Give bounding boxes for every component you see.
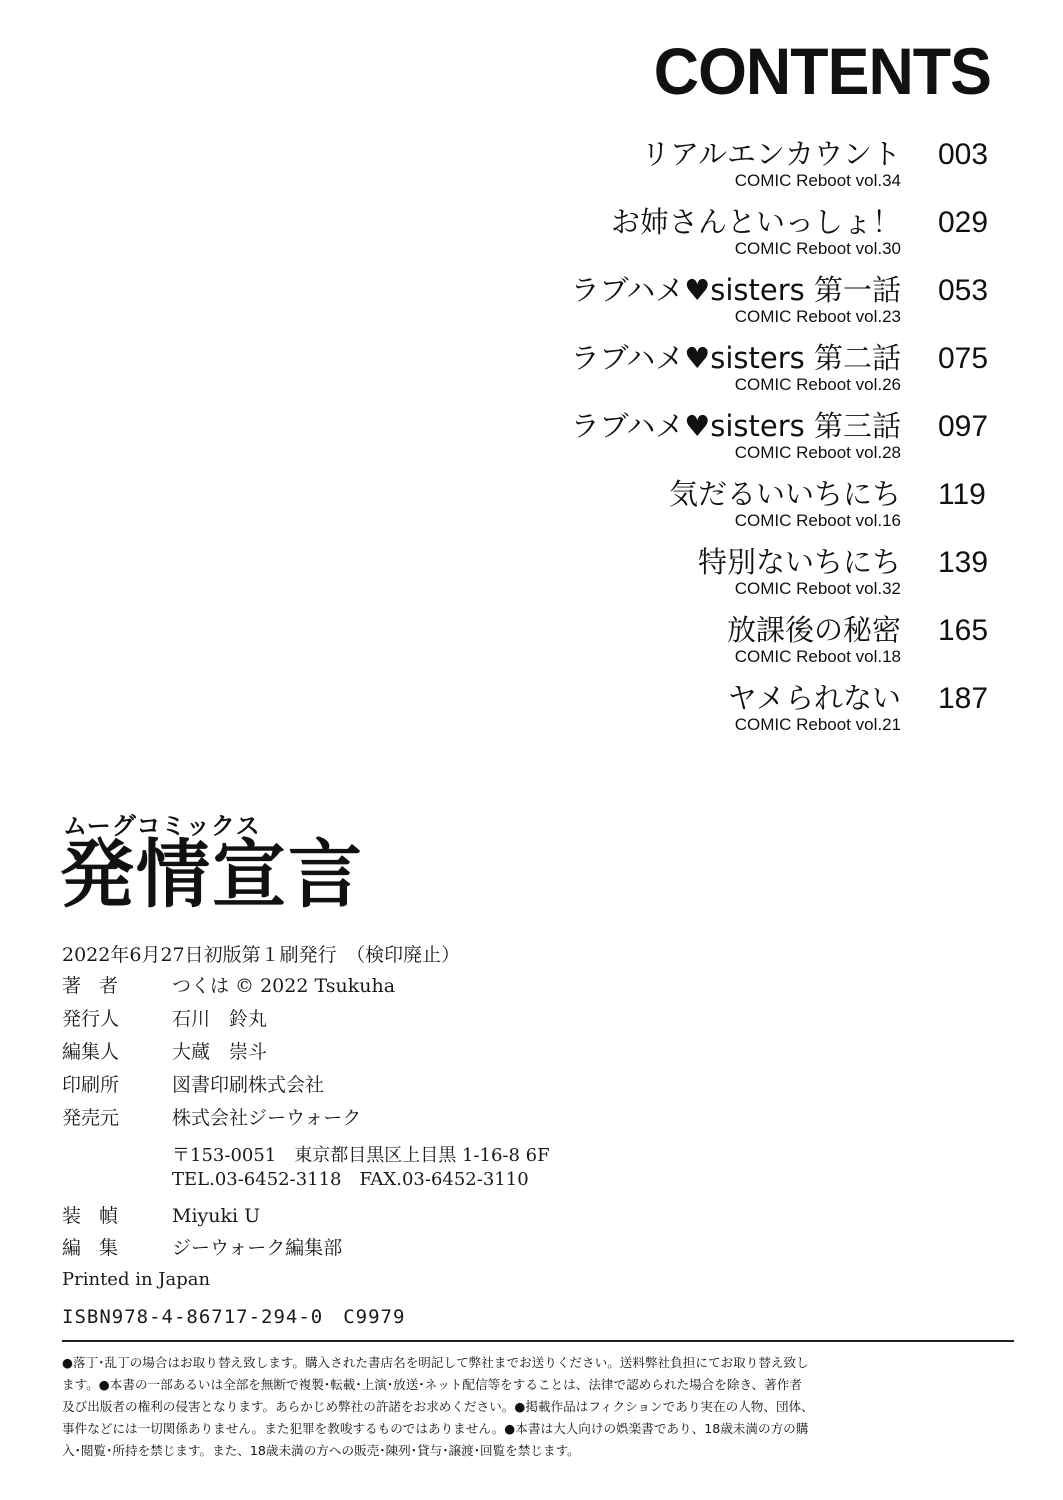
toc-entry-source: COMIC Reboot vol.21 — [734, 715, 901, 734]
isbn: ISBN978-4-86717-294-0 C9979 — [62, 1306, 406, 1328]
edit-value: ジーウォーク編集部 — [172, 1237, 343, 1259]
printed-in: Printed in Japan — [62, 1269, 211, 1290]
toc-entry-title: ラブハメ♥sisters 第三話 — [570, 409, 901, 443]
notice-divider — [62, 1340, 1014, 1342]
toc-entry[interactable] — [0, 204, 1063, 272]
toc-entry-source: COMIC Reboot vol.32 — [734, 579, 901, 598]
toc-entry-title: 特別ないちにち — [697, 545, 901, 579]
toc-entry-page: 003 — [938, 138, 989, 171]
toc-entry-page: 139 — [938, 546, 989, 579]
toc-entry[interactable] — [0, 340, 1063, 408]
toc-entry[interactable] — [0, 476, 1063, 544]
edition-line: 2022年6月27日初版第１刷発行 （検印廃止） — [62, 944, 461, 966]
seller-address: 〒153-0051 東京都目黒区上目黒 1-16-8 6F — [172, 1145, 550, 1166]
toc-entry-source: COMIC Reboot vol.16 — [734, 511, 901, 530]
author-value: つくは © 2022 Tsukuha — [172, 975, 396, 997]
book-title: 発情宣言 — [60, 832, 364, 918]
toc-entry-title: リアルエンカウント — [641, 137, 901, 171]
toc-entry-page: 097 — [938, 410, 989, 443]
author-label: 著者 — [62, 975, 137, 997]
toc-entry-source: COMIC Reboot vol.23 — [734, 307, 901, 326]
toc-entry[interactable] — [0, 612, 1063, 680]
publisher-person-value: 石川 鈴丸 — [172, 1008, 268, 1030]
toc-entry[interactable] — [0, 272, 1063, 340]
edit-label: 編集 — [62, 1237, 137, 1259]
toc-entry-source: COMIC Reboot vol.28 — [734, 443, 901, 462]
toc-entry-source: COMIC Reboot vol.30 — [734, 239, 901, 258]
toc-entry-page: 119 — [938, 478, 986, 511]
toc-entry-title: お姉さんといっしょ！ — [610, 205, 901, 239]
toc-entry[interactable] — [0, 544, 1063, 612]
toc-entry-source: COMIC Reboot vol.18 — [734, 647, 901, 666]
printer-label: 印刷所 — [62, 1074, 120, 1096]
toc-entry-source: COMIC Reboot vol.34 — [734, 171, 901, 190]
toc-entry-page: 053 — [938, 274, 989, 307]
toc-entry-title: ラブハメ♥sisters 第一話 — [570, 273, 901, 307]
toc-entry[interactable] — [0, 680, 1063, 748]
toc-entry-title: 放課後の秘密 — [726, 613, 901, 647]
series-label: ムーグコミックス — [63, 812, 261, 840]
publisher-person-label: 発行人 — [62, 1008, 120, 1030]
toc-entry-page: 075 — [938, 342, 989, 375]
toc-entry-source: COMIC Reboot vol.26 — [734, 375, 901, 394]
toc-entry-page: 165 — [938, 614, 989, 647]
design-value: Miyuki U — [172, 1205, 261, 1227]
toc-entry-title: ヤメられない — [727, 681, 901, 715]
table-of-contents — [0, 136, 1063, 748]
editor-person-label: 編集人 — [62, 1041, 120, 1063]
printer-value: 図書印刷株式会社 — [172, 1074, 325, 1096]
seller-label: 発売元 — [62, 1107, 120, 1129]
seller-phone: TEL.03-6452-3118 FAX.03-6452-3110 — [172, 1169, 529, 1190]
design-label: 装幀 — [62, 1205, 137, 1227]
toc-entry[interactable] — [0, 408, 1063, 476]
toc-entry-title: ラブハメ♥sisters 第二話 — [570, 341, 901, 375]
seller-value: 株式会社ジーウォーク — [172, 1107, 362, 1129]
toc-entry-page: 187 — [938, 682, 989, 715]
toc-entry-title: 気だるいいちにち — [668, 477, 901, 511]
toc-entry[interactable] — [0, 136, 1063, 204]
editor-person-value: 大蔵 崇斗 — [172, 1041, 268, 1063]
legal-notice: ●落丁･乱丁の場合はお取り替え致します。購入された書店名を明記して弊社までお送りください。送料弊社負担にてお取り替え致します。●本書の一部あるいは全部を無断で複製･転載･上演･放送･ネット配信等をすることは、法律で認められた場合を除き、著作者及び出版者の権利の侵害となります。あらかじめ弊社の許諾をお求めください。●掲載作品はフィクションであり実在の人物、団体、事件などには一切関係ありません。また犯罪を教唆するものではありません。●本書は大人向けの娯楽書であり、18歳未満の方の購入･閲覧･所持を禁じます。また、18歳未満の方への販売･陳列･貸与･譲渡･回覧を禁じます。 — [62, 1355, 814, 1458]
toc-entry-page: 029 — [938, 206, 989, 239]
contents-heading: CONTENTS — [653, 34, 991, 108]
